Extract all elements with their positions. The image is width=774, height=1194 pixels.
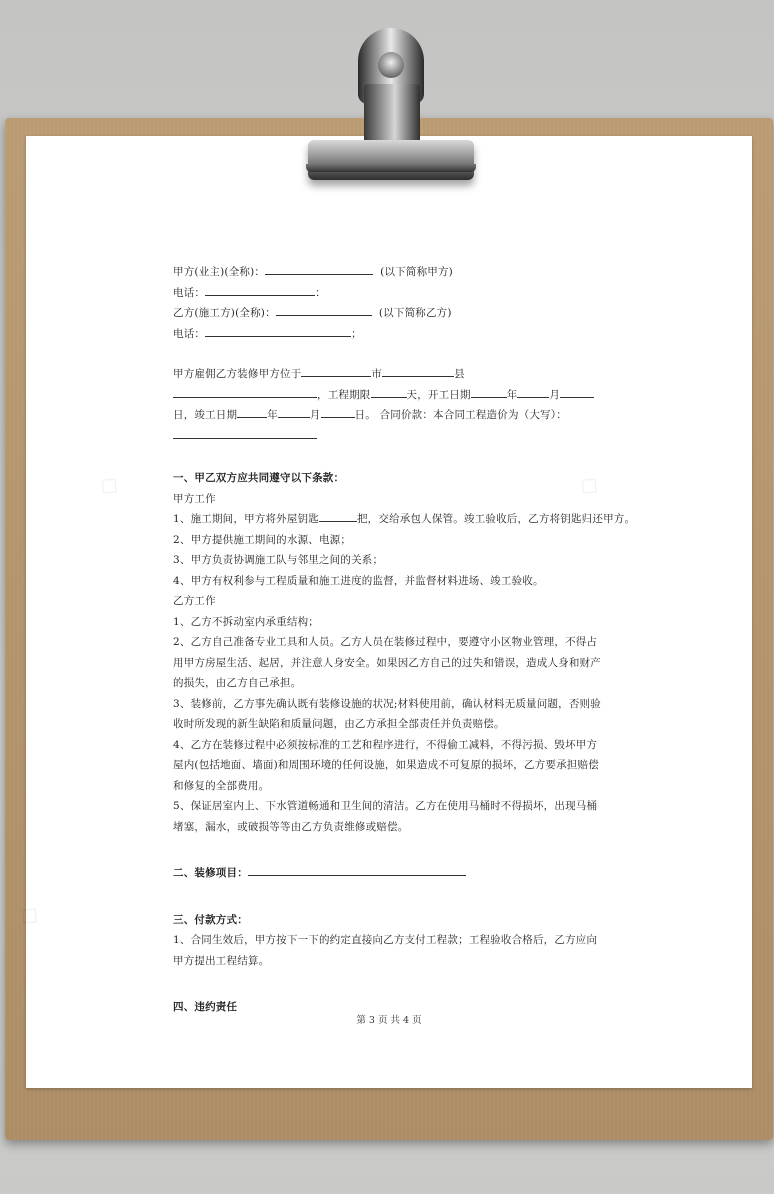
a-item-1 xyxy=(173,509,636,530)
b-item-1: 1、乙方不拆动室内承重结构； xyxy=(173,615,319,628)
party-b-label: 乙方(施工方)(全称)： xyxy=(173,307,276,319)
party-b-line xyxy=(173,303,613,324)
a-item-2: 2、甲方提供施工期间的水源、电源； xyxy=(173,533,352,546)
intro-text: 年 xyxy=(506,388,518,401)
section-4-title: 四、违约责任 xyxy=(173,1001,238,1013)
intro-text: 月 xyxy=(549,388,561,401)
contract-body xyxy=(173,262,636,1018)
clause-text: 把，交给承包人保管。竣工验收后，乙方将钥匙归还甲方。 xyxy=(356,513,636,525)
b-item-2: 2、乙方自己准备专业工具和人员。乙方人员在装修过程中，要遵守小区物业管理，不得占用甲方房屋生活、起居，并注意人身安全。如果因乙方自己的过失和错误，造成人身和财产的损失，由乙方自己承担。 xyxy=(173,636,601,689)
start-year-blank[interactable] xyxy=(471,385,507,398)
address-blank[interactable] xyxy=(173,385,317,398)
section-1-title: 一、甲乙双方应共同遵守以下条款： xyxy=(173,472,345,484)
party-a-suffix: (以下简称甲方) xyxy=(380,266,453,278)
city-blank[interactable] xyxy=(301,364,371,377)
phone-label: 电话： xyxy=(173,327,206,340)
intro-text: 月 xyxy=(309,409,321,421)
clip-base xyxy=(308,140,474,180)
page-footer: 第 3 页 共 4 页 xyxy=(356,1015,422,1026)
end-month-blank[interactable] xyxy=(278,405,310,418)
party-a-line xyxy=(173,262,613,283)
clip-hole xyxy=(378,52,404,78)
intro-text: 日。 合同价款：本合同工程造价为（大写）： xyxy=(354,409,567,421)
intro-text: 年 xyxy=(267,409,278,421)
party-b-name-blank[interactable] xyxy=(276,303,372,316)
intro-text: 天，开工日期 xyxy=(406,388,471,401)
intro-text: 日，竣工日期 xyxy=(173,409,238,421)
watermark: ◇ xyxy=(12,897,48,933)
section-2-line xyxy=(173,863,613,884)
binder-clip xyxy=(300,24,480,184)
start-month-blank[interactable] xyxy=(517,385,549,398)
party-a-label: 甲方(业主)(全称)： xyxy=(173,266,266,278)
price-line xyxy=(173,426,613,447)
party-a-name-blank[interactable] xyxy=(265,262,373,275)
a-item-3: 3、甲方负责协调施工队与邻里之间的关系； xyxy=(173,554,384,566)
end-year-blank[interactable] xyxy=(237,405,267,418)
intro-text: ，工程期限 xyxy=(317,388,371,401)
intro-line-3 xyxy=(173,405,613,426)
end-day-blank[interactable] xyxy=(321,405,355,418)
key-count-blank[interactable] xyxy=(319,509,357,522)
intro-text: 县 xyxy=(454,368,465,380)
county-blank[interactable] xyxy=(382,364,454,377)
watermark: ◇ xyxy=(92,467,128,503)
b-item-3: 3、装修前，乙方事先确认既有装修设施的状况;材料使用前，确认材料无质量问题，否则验收时所发现的新生缺陷和质量问题，由乙方承担全部责任并负责赔偿。 xyxy=(173,697,601,730)
party-a-phone-line xyxy=(173,283,613,304)
party-a-work-title: 甲方工作 xyxy=(173,492,216,505)
b-item-5: 5、保证居室内上、下水管道畅通和卫生间的清洁。乙方在使用马桶时不得损坏，出现马桶堵塞，漏水，或破损等等由乙方负责维修或赔偿。 xyxy=(173,800,598,833)
duration-blank[interactable] xyxy=(371,385,407,398)
party-b-work-title: 乙方工作 xyxy=(173,595,216,607)
clip-lip xyxy=(306,164,476,172)
party-b-phone-blank[interactable] xyxy=(205,324,351,337)
party-b-suffix: (以下简称乙方) xyxy=(378,307,452,319)
a-item-4: 4、甲方有权利参与工程质量和施工进度的监督，并监督材料进场、竣工验收。 xyxy=(173,574,544,587)
party-a-phone-blank[interactable] xyxy=(205,283,315,296)
punctuation: ： xyxy=(315,286,326,299)
intro-line-1 xyxy=(173,364,613,385)
intro-line-2 xyxy=(173,385,613,406)
party-b-phone-line xyxy=(173,324,613,345)
pay-item-1: 1、合同生效后，甲方按下一下的约定直接向乙方支付工程款；工程验收合格后，乙方应向甲方提出工程结算。 xyxy=(173,934,598,967)
intro-text: 甲方雇佣乙方装修甲方位于 xyxy=(173,368,302,380)
phone-label: 电话： xyxy=(173,286,206,299)
section-2-title: 二、装修项目： xyxy=(173,867,248,879)
project-blank[interactable] xyxy=(248,863,466,876)
price-blank[interactable] xyxy=(173,426,317,439)
punctuation: ； xyxy=(351,327,362,340)
section-3-title: 三、付款方式： xyxy=(173,913,248,926)
intro-text: 市 xyxy=(371,368,383,380)
clause-text: 1、施工期间，甲方将外屋钥匙 xyxy=(173,513,319,525)
watermark: ◇ xyxy=(572,467,608,503)
start-day-blank[interactable] xyxy=(560,385,594,398)
b-item-4: 4、乙方在装修过程中必须按标准的工艺和程序进行，不得偷工减料，不得污损、毁坏甲方屋内(包括地面、墙面)和周围环境的任何设施，如果造成不可复原的损坏，乙方要承担赔偿和修复的全部费用。 xyxy=(173,738,599,792)
